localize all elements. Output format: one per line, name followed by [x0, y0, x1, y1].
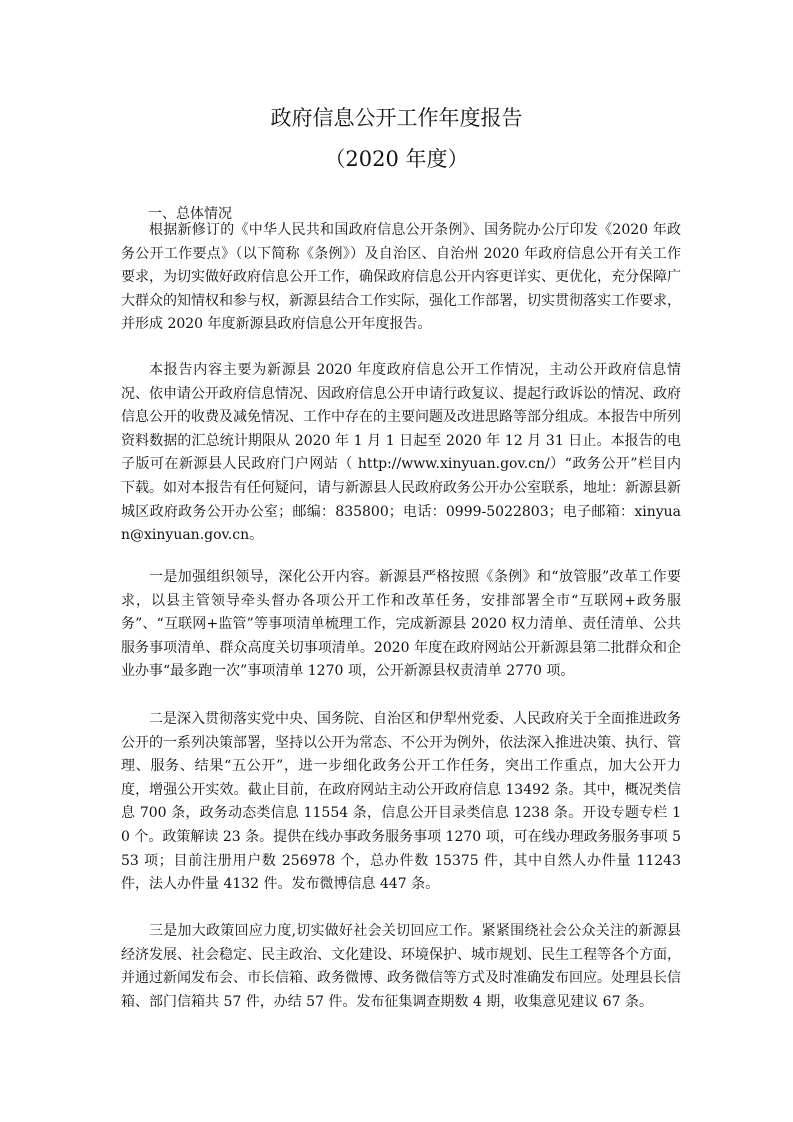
paragraph-overview: 根据新修订的《中华人民共和国政府信息公开条例》、国务院办公厅印发《2020 年政务公开工作要点》（以下简称《条例》）及自治区、自治州 2020 年政府信息公开有关工作要求，为切实做好政府信息公开工作，确保政府信息公开内容更详实、更优化，充分保障广大群众的知情权和参与权，新源县结合工作实际，强化工作部署，切实贯彻落实工作要求，并形成 2020 年度新源县政府信息公开年度报告。: [121, 222, 681, 333]
paragraph-disclosure: 二是深入贯彻落实党中央、国务院、自治区和伊犁州党委、人民政府关于全面推进政务公开的一系列决策部署，坚持以公开为常态、不公开为例外，依法深入推进决策、执行、管理、服务、结果“五公开”，进一步细化政务公开工作任务，突出工作重点，加大公开力度，增强公开实效。截止目前，在政府网站主动公开政府信息 13492 条。其中，概况类信息 700 条，政务动态类信息 11554 条，信息公开目录类信息 1238 条。开设专题专栏 10 个。政策解读 23 条。提供在线办事政务服务事项 1270 项，可在线办理政务服务事项 553 项；目前注册用户数 256978 个，总办件数 15375 件，其中自然人办件量 11243 件，法人办件量 4132 件。发布微博信息 447 条。: [121, 711, 681, 893]
section-heading: 一、总体情况: [148, 206, 232, 222]
page-title: 政府信息公开工作年度报告: [270, 106, 523, 130]
paragraph-organization: 一是加强组织领导，深化公开内容。新源县严格按照《条例》和“放管服”改革工作要求，以县主管领导牵头督办各项公开工作和改革任务，安排部署全市“互联网+政务服务”、“互联网+监管”等事项清单梳理工作，完成新源县 2020 权力清单、责任清单、公共服务事项清单、群众高度关切事项清单。2020 年度在政府网站公开新源县第二批群众和企业办事“最多跑一次”事项清单 1270 项，公开新源县权责清单 2770 项。: [121, 569, 681, 680]
paragraph-report-scope: 本报告内容主要为新源县 2020 年度政府信息公开工作情况，主动公开政府信息情况、依申请公开政府信息情况、因政府信息公开申请行政复议、提起行政诉讼的情况、政府信息公开的收费及减免情况、工作中存在的主要问题及改进思路等部分组成。本报告中所列资料数据的汇总统计期限从 2020 年 1 月 1 日起至 2020 年 12 月 31 日止。本报告的电子版可在新源县人民政府门户网站（ http://www.xinyuan.gov.cn/）“政务公开”栏目内下载。如对本报告有任何疑问，请与新源县人民政府政务公开办公室联系，地址：新源县新城区政府政务公开办公室；邮编：835800；电话：0999-5022803；电子邮箱：xinyuan@xinyuan.gov.cn。: [121, 362, 681, 544]
page-subtitle: （2020 年度）: [324, 147, 469, 171]
paragraph-policy-response: 三是加大政策回应力度,切实做好社会关切回应工作。紧紧围绕社会公众关注的新源县经济发展、社会稳定、民主政治、文化建设、环境保护、城市规划、民生工程等各个方面，并通过新闻发布会、市长信箱、政务微博、政务微信等方式及时准确发布回应。处理县长信箱、部门信箱共 57 件，办结 57 件。发布征集调查期数 4 期，收集意见建议 67 条。: [121, 923, 681, 1010]
